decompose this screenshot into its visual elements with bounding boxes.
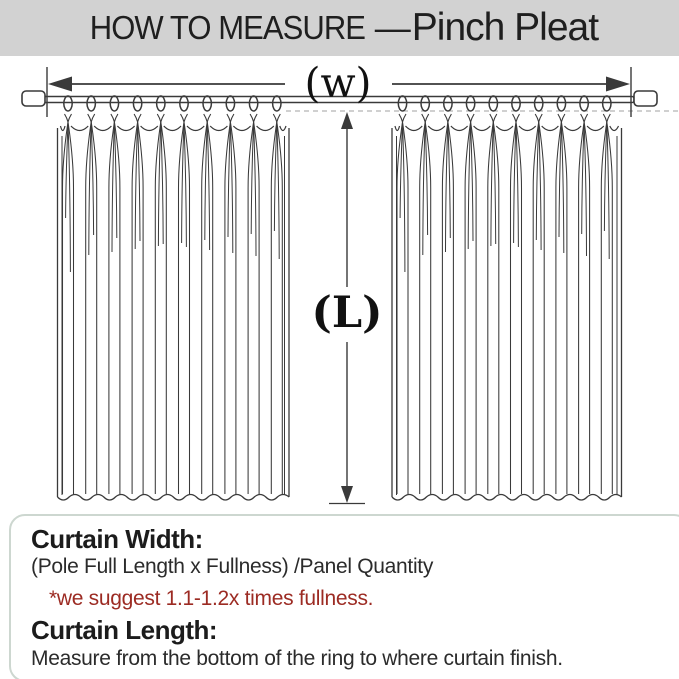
length-arrowhead-bottom [341, 486, 353, 503]
instructions-box [9, 514, 679, 679]
header-title-sub: Pinch Pleat [411, 6, 599, 49]
width-arrowhead-right [606, 77, 630, 92]
width-arrowhead-left [48, 77, 72, 92]
right-finial [634, 91, 657, 106]
curtain-length-note: Measure from the bottom of the ring to where curtain finish. [31, 646, 563, 670]
curtain-length-heading: Curtain Length: [31, 615, 218, 646]
length-arrowhead-top [341, 112, 353, 129]
header-title-dash: — [374, 7, 411, 48]
left-curtain-panel [58, 96, 290, 500]
left-finial [22, 91, 45, 106]
curtain-width-heading: Curtain Width: [31, 524, 203, 554]
right-curtain-panel [392, 96, 622, 500]
width-label: (w) [304, 59, 372, 107]
fullness-suggestion-note: *we suggest 1.1-1.2x times fullness. [49, 587, 374, 611]
length-arrow [312, 112, 383, 504]
header-bar [0, 0, 679, 56]
header-title-main: HOW TO MEASURE [89, 9, 365, 46]
curtain-width-formula: (Pole Full Length x Fullness) /Panel Quantity [31, 555, 434, 579]
length-label: (L) [311, 288, 383, 338]
